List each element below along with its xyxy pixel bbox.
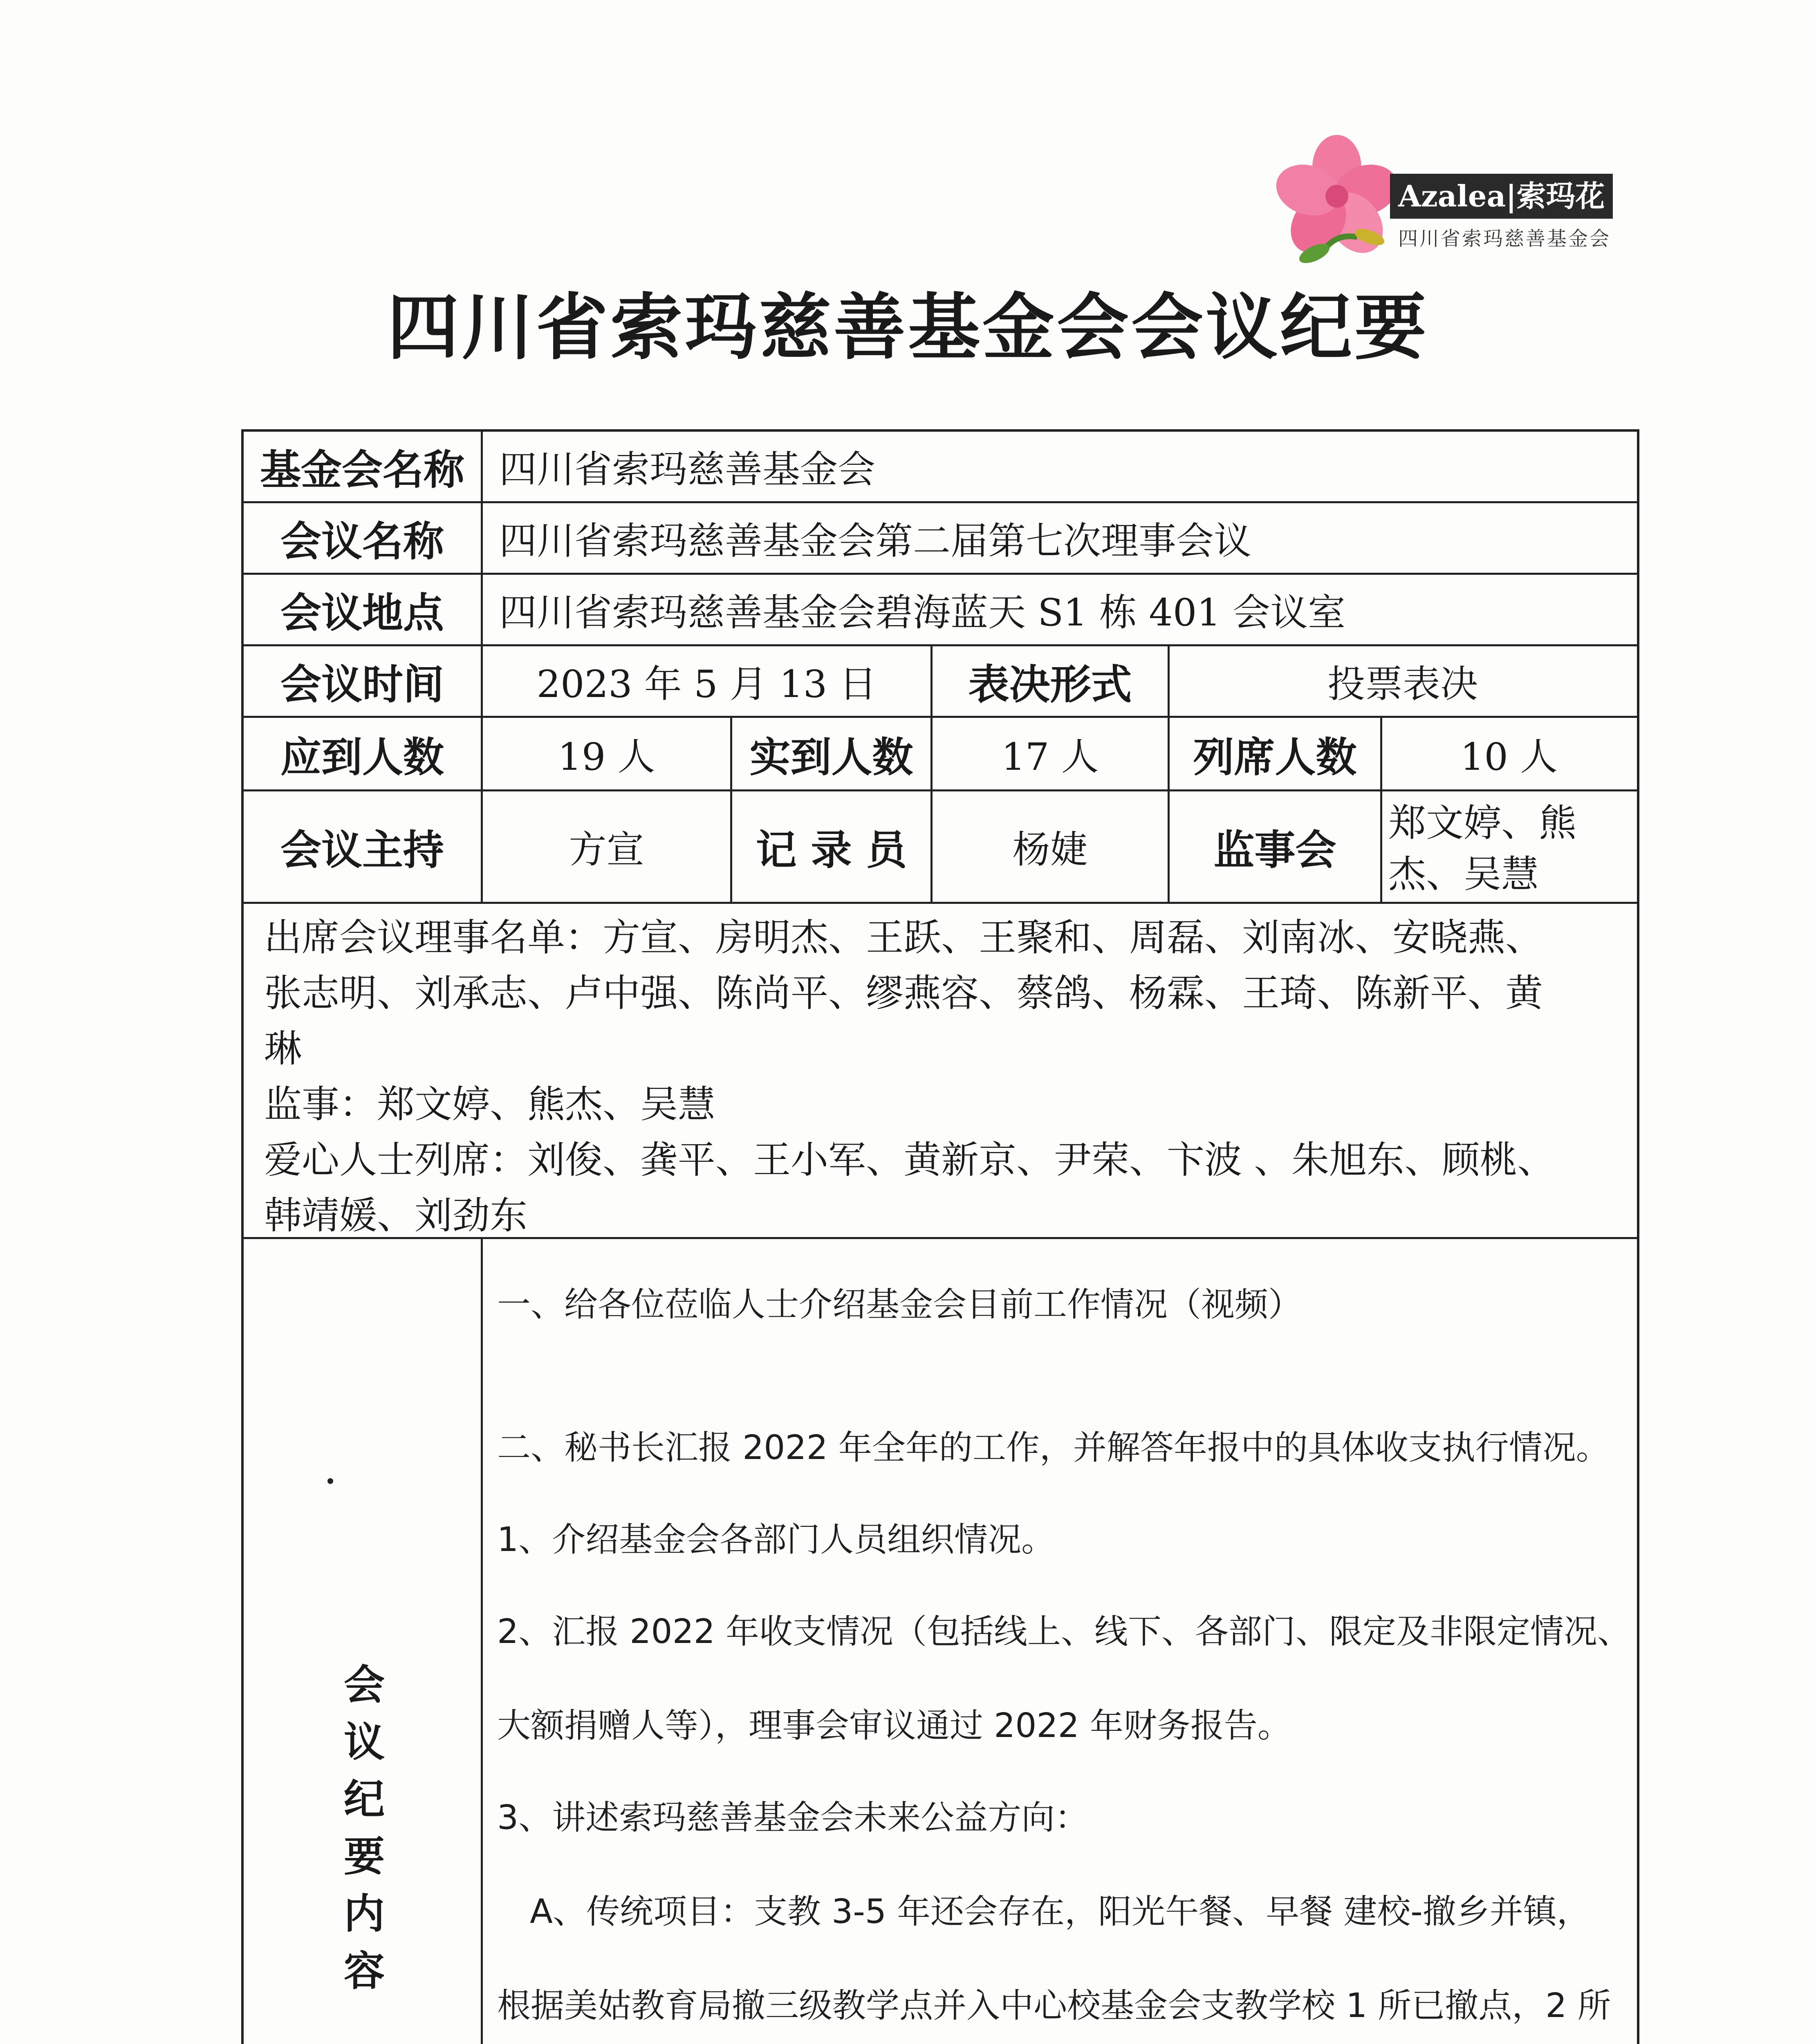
content-label-char: 容 — [344, 1947, 385, 1995]
meeting-time-label: 会议时间 — [280, 660, 444, 708]
content-line: 根据美姑教育局撤三级教学点并入中心校基金会支教学校 1 所已撤点，2 所 — [497, 1986, 1611, 2025]
content-line: 大额捐赠人等），理事会审议通过 2022 年财务报告。 — [497, 1706, 1291, 1745]
foundation-name-value: 四川省索玛慈善基金会 — [499, 448, 876, 491]
content-line: 1、介绍基金会各部门人员组织情况。 — [497, 1520, 1055, 1559]
attendance-list — [264, 910, 1630, 1244]
expected-attendance-value: 19 人 — [558, 735, 655, 779]
content-line: 二、秘书长汇报 2022 年全年的工作，并解答年报中的具体收支执行情况。 — [497, 1428, 1610, 1467]
content-label-char: 议 — [344, 1718, 385, 1766]
page-title: 四川省索玛慈善基金会会议纪要 — [387, 286, 1429, 370]
recorder-label: 记 录 员 — [756, 826, 907, 874]
content-section-label — [244, 1249, 485, 2044]
attendance-line: 韩靖媛、刘劲东 — [264, 1194, 528, 1237]
attendance-line: 琳 — [264, 1027, 302, 1071]
location-label: 会议地点 — [280, 589, 444, 637]
content-label-char: 内 — [344, 1889, 385, 1938]
content-label-char: 纪 — [344, 1775, 385, 1823]
attendance-line: 出席会议理事名单：方宣、房明杰、王跃、王聚和、周磊、刘南冰、安晓燕、 — [264, 916, 1543, 959]
host-label: 会议主持 — [280, 826, 444, 874]
foundation-logo — [1276, 135, 1627, 274]
meeting-time-value: 2023 年 5 月 13 日 — [536, 662, 877, 706]
actual-attendance-value: 17 人 — [1001, 735, 1099, 779]
content-label-char: 会 — [344, 1661, 385, 1709]
host-value: 方宣 — [569, 828, 644, 872]
vote-form-label: 表决形式 — [968, 660, 1132, 708]
vote-form-value: 投票表决 — [1327, 662, 1478, 706]
attendance-line: 监事：郑文婷、熊杰、吴慧 — [264, 1083, 716, 1126]
logo-org-text: 四川省索玛慈善基金会 — [1398, 227, 1611, 250]
supervisor-label: 监事会 — [1213, 826, 1336, 874]
supervisor-value — [1388, 796, 1634, 902]
content-line: 一、给各位莅临人士介绍基金会目前工作情况（视频） — [497, 1285, 1302, 1324]
actual-attendance-label: 实到人数 — [749, 733, 913, 781]
foundation-name-label: 基金会名称 — [260, 446, 464, 494]
location-value: 四川省索玛慈善基金会碧海蓝天 S1 栋 401 会议室 — [499, 591, 1346, 634]
supervisor-value-line-1: 郑文婷、熊 — [1388, 801, 1577, 845]
minutes-table — [241, 429, 1639, 2044]
content-line: 3、讲述索玛慈善基金会未来公益方向： — [497, 1798, 1089, 1837]
observer-count-label: 列席人数 — [1193, 733, 1357, 781]
supervisor-value-line-2: 杰、吴慧 — [1388, 852, 1539, 896]
content-line: A、传统项目：支教 3-5 年还会存在，阳光午餐、早餐 建校-撤乡并镇， — [530, 1892, 1590, 1931]
attendance-line: 爱心人士列席：刘俊、龚平、王小军、黄新京、尹荣、卞波 、朱旭东、顾桃、 — [264, 1138, 1555, 1182]
expected-attendance-label: 应到人数 — [280, 733, 444, 781]
meeting-name-label: 会议名称 — [280, 517, 444, 565]
meeting-name-value: 四川省索玛慈善基金会第二届第七次理事会议 — [499, 519, 1252, 563]
logo-brand-text: Azalea|索玛花 — [1390, 174, 1613, 219]
observer-count-value: 10 人 — [1460, 735, 1558, 779]
content-label-char: 要 — [344, 1832, 385, 1880]
azalea-flower-icon — [1276, 135, 1398, 270]
recorder-value: 杨婕 — [1012, 828, 1088, 872]
attendance-line: 张志明、刘承志、卢中强、陈尚平、缪燕容、蔡鸽、杨霖、王琦、陈新平、黄 — [264, 971, 1543, 1015]
content-line: 2、汇报 2022 年收支情况（包括线上、线下、各部门、限定及非限定情况、 — [497, 1612, 1631, 1651]
